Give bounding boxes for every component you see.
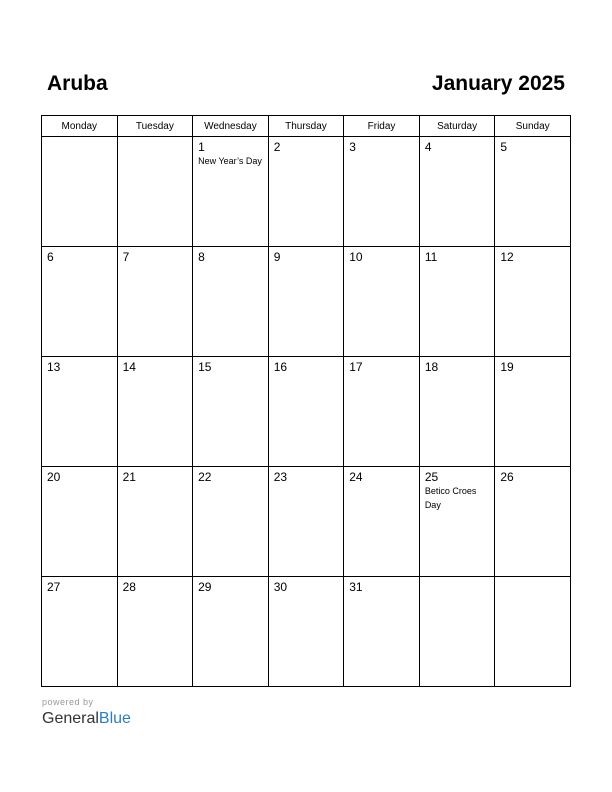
day-number: 4 <box>424 140 432 154</box>
holiday-label: New Year’s Day <box>198 156 262 166</box>
day-cell <box>117 467 193 577</box>
day-cell <box>344 577 420 687</box>
day-cell <box>268 467 344 577</box>
country-title: Aruba <box>47 72 108 95</box>
day-cell <box>42 357 118 467</box>
day-cell <box>42 247 118 357</box>
week-row <box>42 247 571 357</box>
day-number: 11 <box>424 250 438 264</box>
day-cell <box>495 577 571 687</box>
day-number: 7 <box>122 250 130 264</box>
day-number: 5 <box>500 140 508 154</box>
month-title: January 2025 <box>431 72 565 95</box>
day-number <box>420 577 495 580</box>
day-number: 24 <box>349 470 363 484</box>
day-cell <box>193 357 269 467</box>
day-cell <box>495 137 571 247</box>
weekday-header: Saturday <box>419 116 495 137</box>
day-number: 28 <box>122 580 136 594</box>
week-row <box>42 577 571 687</box>
week-row <box>42 137 571 247</box>
day-number: 15 <box>198 360 212 374</box>
day-number: 20 <box>47 470 61 484</box>
day-cell <box>193 577 269 687</box>
day-cell <box>268 137 344 247</box>
day-number: 31 <box>349 580 363 594</box>
day-cell <box>495 467 571 577</box>
day-cell <box>495 247 571 357</box>
day-cell <box>268 577 344 687</box>
weekday-header: Wednesday <box>193 116 269 137</box>
powered-by-label: powered by <box>42 697 94 707</box>
day-cell <box>42 137 118 247</box>
day-cell <box>419 137 495 247</box>
day-number: 10 <box>349 250 363 264</box>
day-number: 12 <box>500 250 514 264</box>
day-number: 23 <box>273 470 288 484</box>
calendar-grid <box>41 115 571 687</box>
day-cell <box>268 357 344 467</box>
footer-branding <box>42 696 131 729</box>
day-number: 8 <box>198 250 205 264</box>
brand-general: General <box>42 710 99 727</box>
day-number: 19 <box>500 360 514 374</box>
day-cell <box>42 467 118 577</box>
day-cell <box>419 247 495 357</box>
day-cell <box>193 247 269 357</box>
day-number <box>495 577 570 580</box>
weekday-header: Friday <box>344 116 420 137</box>
day-cell <box>42 577 118 687</box>
day-number: 22 <box>198 470 212 484</box>
day-number <box>118 137 193 140</box>
day-cell <box>419 467 495 577</box>
day-cell <box>193 467 269 577</box>
day-cell <box>268 247 344 357</box>
week-row <box>42 467 571 577</box>
day-cell <box>495 357 571 467</box>
day-cell <box>117 137 193 247</box>
brand-blue: Blue <box>98 710 131 727</box>
day-number: 2 <box>273 140 281 154</box>
day-number <box>42 137 117 140</box>
day-number: 21 <box>122 470 136 484</box>
weekday-header: Thursday <box>268 116 344 137</box>
day-number: 17 <box>349 360 363 374</box>
generalblue-logo[interactable] <box>42 709 131 729</box>
day-number: 1 <box>198 140 205 154</box>
day-number: 18 <box>424 360 439 374</box>
day-cell <box>419 357 495 467</box>
weekday-header: Monday <box>42 116 118 137</box>
weekday-header-row <box>42 116 571 137</box>
day-cell <box>344 137 420 247</box>
weekday-header: Tuesday <box>117 116 193 137</box>
day-number: 9 <box>273 250 281 264</box>
day-number: 30 <box>273 580 288 594</box>
day-cell <box>344 247 420 357</box>
day-number: 14 <box>122 360 136 374</box>
day-number: 16 <box>273 360 288 374</box>
day-cell <box>117 577 193 687</box>
day-cell <box>117 247 193 357</box>
day-number: 26 <box>500 470 514 484</box>
day-number: 29 <box>198 580 212 594</box>
week-row <box>42 357 571 467</box>
day-number: 13 <box>47 360 61 374</box>
day-number: 27 <box>47 580 61 594</box>
day-number: 25 <box>424 470 439 484</box>
day-cell <box>117 357 193 467</box>
day-number: 3 <box>349 140 356 154</box>
day-cell <box>193 137 269 247</box>
weekday-header: Sunday <box>495 116 571 137</box>
holiday-label: Betico Croes Day <box>424 486 477 510</box>
day-cell <box>344 357 420 467</box>
day-cell <box>344 467 420 577</box>
day-cell <box>419 577 495 687</box>
day-number: 6 <box>47 250 54 264</box>
